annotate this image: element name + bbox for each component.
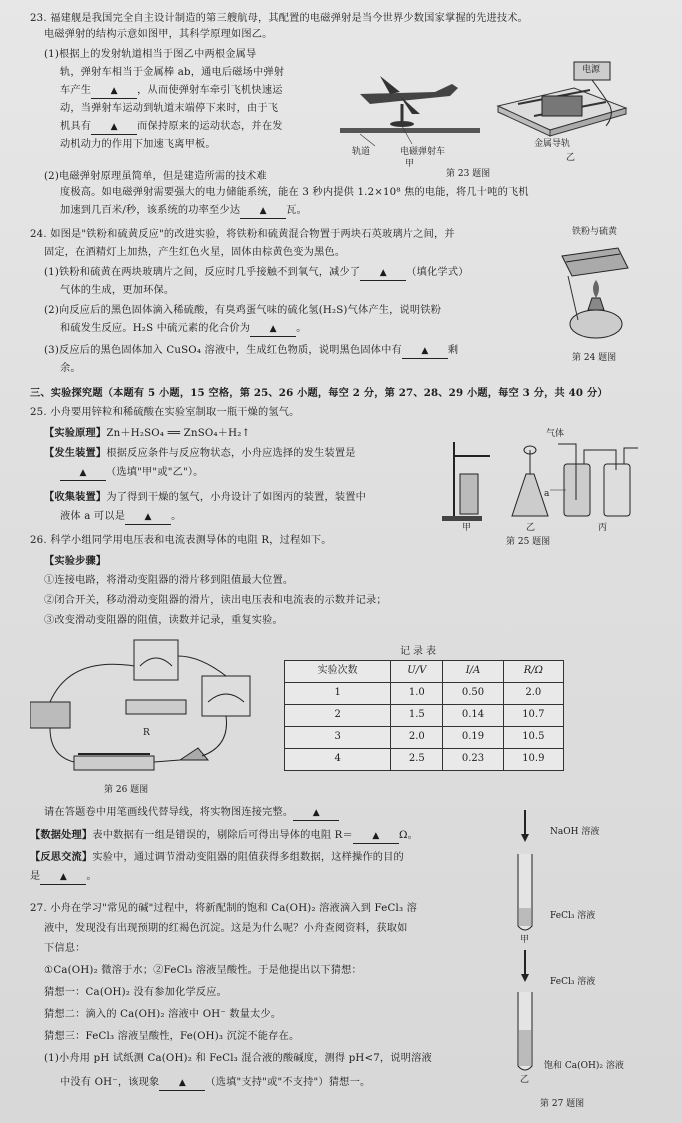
q26-step: ②闭合开关，移动滑动变阻器的滑片，读出电压表和电流表的示数并记录； bbox=[44, 595, 387, 606]
table-cell: 1 bbox=[285, 683, 391, 705]
q24-stem-line2: 固定，在酒精灯上加热，产生红色火星，固体由棕黄色变为黑色。 bbox=[44, 247, 346, 258]
table-header: R/Ω bbox=[503, 661, 563, 683]
q26-step: ①连接电路，将滑动变阻器的滑片移到阻值最大位置。 bbox=[44, 575, 294, 586]
fig-caption: 第 27 题图 bbox=[540, 1099, 585, 1109]
fig-caption: 第 24 题图 bbox=[572, 353, 617, 363]
q23-figure-jia bbox=[340, 56, 480, 156]
q27-guess: 猜想一：Ca(OH)₂ 没有参加化学反应。 bbox=[44, 987, 228, 998]
fig-label: a bbox=[544, 489, 550, 499]
q26-reflect-line2: 是 ▲ 。 bbox=[30, 870, 97, 885]
q27-stem-line2: 液中，发现没有出现预期的红褐色沉淀。这是为什么呢？小舟查阅资料，获取如 bbox=[44, 923, 408, 934]
table-cell: 2.0 bbox=[503, 683, 563, 705]
table-header: I/A bbox=[443, 661, 503, 683]
table-row bbox=[285, 683, 564, 705]
q24-p3-line1: (3)反应后的黑色固体加入 CuSO₄ 溶液中，生成红色物质，说明黑色固体中有 ▲ 剩 bbox=[44, 344, 458, 359]
q27-info: ①Ca(OH)₂ 微溶于水；②FeCl₃ 溶液呈酸性。于是他提出以下猜想： bbox=[44, 965, 362, 976]
fig-label: FeCl₃ 溶液 bbox=[550, 977, 596, 987]
table-row bbox=[285, 749, 564, 771]
q25-device-line2: ▲ （选填"甲"或"乙"）。 bbox=[60, 466, 204, 481]
table-cell: 0.14 bbox=[443, 705, 503, 727]
q27-p1-line1: (1)小舟用 pH 试纸测 Ca(OH)₂ 和 FeCl₃ 混合液的酸碱度，测得 pH<7，说明溶液 bbox=[44, 1053, 432, 1064]
record-table bbox=[284, 660, 564, 771]
q26-steps-tag: 【实验步骤】 bbox=[44, 555, 107, 567]
q26-circuit-figure bbox=[30, 636, 270, 786]
table-cell: 2.5 bbox=[391, 749, 443, 771]
table-cell: 2.0 bbox=[391, 727, 443, 749]
q23-stem-line1: 23. 福建舰是我国完全自主设计制造的第三艘航母，其配置的电磁弹射是当今世界少数国家掌握的先进技术。 bbox=[30, 13, 529, 24]
fig-caption: 第 26 题图 bbox=[104, 785, 149, 795]
answer-blank[interactable]: ▲ bbox=[159, 1077, 205, 1091]
q27-guess: 猜想三：FeCl₃ 溶液呈酸性，Fe(OH)₃ 沉淀不能存在。 bbox=[44, 1031, 300, 1042]
fig-label: 饱和 Ca(OH)₂ 溶液 bbox=[544, 1061, 624, 1071]
answer-blank[interactable]: ▲ bbox=[250, 323, 296, 337]
q25-collect-line1: 【收集装置】为了得到干燥的氢气，小舟设计了如图丙的装置，装置中 bbox=[44, 491, 367, 503]
fig-label: 轨道 bbox=[352, 147, 371, 157]
q23-p1-line5: 机具有 ▲ 而保持原来的运动状态，并在发 bbox=[60, 120, 283, 135]
table-cell: 1.5 bbox=[391, 705, 443, 727]
fig-label: 电磁弹射车 bbox=[400, 147, 446, 157]
fig-label: 甲 bbox=[520, 935, 530, 945]
fig-label: 乙 bbox=[520, 1075, 530, 1085]
record-table-title: 记录表 bbox=[400, 646, 439, 657]
fig-label: NaOH 溶液 bbox=[550, 827, 600, 837]
table-cell: 3 bbox=[285, 727, 391, 749]
q24-p1-line1: (1)铁粉和硫黄在两块玻璃片之间，反应时几乎接触不到氧气，减少了 ▲ （填化学式） bbox=[44, 266, 469, 281]
q23-p1-line4: 动，当弹射车运动到轨道末端停下来时，由于飞 bbox=[60, 103, 279, 114]
table-cell: 10.5 bbox=[503, 727, 563, 749]
table-row bbox=[285, 727, 564, 749]
table-header-row bbox=[285, 661, 564, 683]
table-cell: 10.7 bbox=[503, 705, 563, 727]
table-cell: 1.0 bbox=[391, 683, 443, 705]
answer-blank[interactable]: ▲ bbox=[91, 85, 137, 99]
answer-blank[interactable]: ▲ bbox=[40, 871, 86, 885]
q27-p1-line2: 中没有 OH⁻，该现象 ▲ （选填"支持"或"不支持"）猜想一。 bbox=[60, 1076, 370, 1091]
answer-blank[interactable]: ▲ bbox=[60, 467, 106, 481]
q23-p2-line1: (2)电磁弹射原理虽简单，但是建造所需的技术难 bbox=[44, 171, 267, 182]
table-cell: 2 bbox=[285, 705, 391, 727]
q26-step: ③改变滑动变阻器的阻值，读数并记录，重复实验。 bbox=[44, 615, 283, 626]
answer-blank[interactable]: ▲ bbox=[360, 267, 406, 281]
q25-collect-line2: 液体 a 可以是 ▲ 。 bbox=[60, 510, 181, 525]
fig-label: 金属导轨 bbox=[534, 139, 571, 149]
q24-p1-line2: 气体的生成，更加环保。 bbox=[60, 285, 175, 296]
fig-label: 甲 bbox=[405, 159, 415, 169]
q26-stem: 26. 科学小组同学用电压表和电流表测导体的电阻 R，过程如下。 bbox=[30, 535, 332, 546]
q25-figure bbox=[440, 430, 640, 524]
q26-data-line: 【数据处理】表中数据有一组是错误的，剔除后可得出导体的电阻 R＝ ▲ Ω。 bbox=[30, 828, 418, 844]
q23-p1-line2: 轨，弹射车相当于金属棒 ab，通电后磁场中弹射 bbox=[60, 67, 285, 78]
answer-blank[interactable]: ▲ bbox=[402, 345, 448, 359]
answer-blank[interactable]: ▲ bbox=[353, 830, 399, 844]
fig-label: 铁粉与硫黄 bbox=[572, 227, 618, 237]
fig-caption: 第 23 题图 bbox=[446, 169, 491, 179]
q26-reflect-line1: 【反思交流】实验中，通过调节滑动变阻器的阻值获得多组数据，这样操作的目的 bbox=[30, 851, 404, 863]
q27-guess: 猜想二：滴入的 Ca(OH)₂ 溶液中 OH⁻ 数量太少。 bbox=[44, 1009, 282, 1020]
q24-stem-line1: 24. 如图是"铁粉和硫黄反应"的改进实验，将铁粉和硫黄混合物置于两块石英玻璃片之间，并 bbox=[30, 229, 455, 240]
table-header: U/V bbox=[391, 661, 443, 683]
table-cell: 4 bbox=[285, 749, 391, 771]
q25-stem: 25. 小舟要用锌粒和稀硫酸在实验室制取一瓶干燥的氢气。 bbox=[30, 407, 300, 418]
fig-label: 甲 bbox=[462, 523, 472, 533]
answer-blank[interactable]: ▲ bbox=[125, 511, 171, 525]
answer-blank[interactable]: ▲ bbox=[240, 205, 286, 219]
q23-p2-line3: 加速到几百米/秒，该系统的功率至少达 ▲ 瓦。 bbox=[60, 204, 307, 219]
q23-p1-line3: 车产生 ▲ ，从而使弹射车牵引飞机快速运 bbox=[60, 84, 283, 99]
q23-p2-line2: 度极高。如电磁弹射需要强大的电力储能系统，能在 3 秒内提供 1.2×10⁸ 焦的电能，将几十吨的飞机 bbox=[60, 187, 529, 198]
q26-draw-instruction: 请在答题卷中用笔画线代替导线，将实物图连接完整。 ▲ bbox=[44, 806, 339, 821]
q27-figure-tubes bbox=[510, 808, 540, 1098]
fig-label: R bbox=[143, 728, 150, 738]
q24-figure bbox=[548, 240, 648, 350]
fig-label: 气体 bbox=[546, 429, 565, 439]
table-cell: 0.50 bbox=[443, 683, 503, 705]
fig-label: 丙 bbox=[598, 523, 608, 533]
q23-stem-line2: 电磁弹射的结构示意如图甲，其科学原理如图乙。 bbox=[44, 29, 273, 40]
fig-caption: 第 25 题图 bbox=[506, 537, 551, 547]
q23-p1-line6: 动机动力的作用下加速飞离甲板。 bbox=[60, 139, 216, 150]
q27-stem-line1: 27. 小舟在学习"常见的碱"过程中，将新配制的饱和 Ca(OH)₂ 溶液滴入到 FeCl₃ 溶 bbox=[30, 903, 418, 914]
q23-p1-line1: (1)根据上的发射轨道相当于图乙中两根金属导 bbox=[44, 49, 257, 60]
q25-device-line1: 【发生装置】根据反应条件与反应物状态，小舟应选择的发生装置是 bbox=[44, 447, 356, 459]
fig-label: 电源 bbox=[582, 65, 601, 75]
fig-label: 乙 bbox=[566, 153, 576, 163]
q27-stem-line3: 下信息： bbox=[44, 943, 86, 954]
answer-blank[interactable]: ▲ bbox=[91, 121, 137, 135]
table-cell: 10.9 bbox=[503, 749, 563, 771]
q24-p3-line2: 余。 bbox=[60, 363, 81, 374]
table-cell: 0.19 bbox=[443, 727, 503, 749]
fig-label: FeCl₃ 溶液 bbox=[550, 911, 596, 921]
fig-label: 乙 bbox=[526, 523, 536, 533]
table-header: 实验次数 bbox=[285, 661, 391, 683]
section-3-heading: 三、实验探究题（本题有 5 小题，15 空格，第 25、26 小题，每空 2 分，第 27、28、29 小题，每空 3 分，共 40 分） bbox=[30, 387, 608, 399]
table-cell: 0.23 bbox=[443, 749, 503, 771]
q24-p2-line2: 和硫发生反应。H₂S 中硫元素的化合价为 ▲ 。 bbox=[60, 322, 307, 337]
answer-blank[interactable]: ▲ bbox=[293, 807, 339, 821]
q25-principle: 【实验原理】Zn＋H₂SO₄ ══ ZnSO₄＋H₂↑ bbox=[44, 427, 251, 439]
q24-p2-line1: (2)向反应后的黑色固体滴入稀硫酸，有臭鸡蛋气味的硫化氢(H₂S)气体产生，说明铁粉 bbox=[44, 305, 442, 316]
table-row bbox=[285, 705, 564, 727]
